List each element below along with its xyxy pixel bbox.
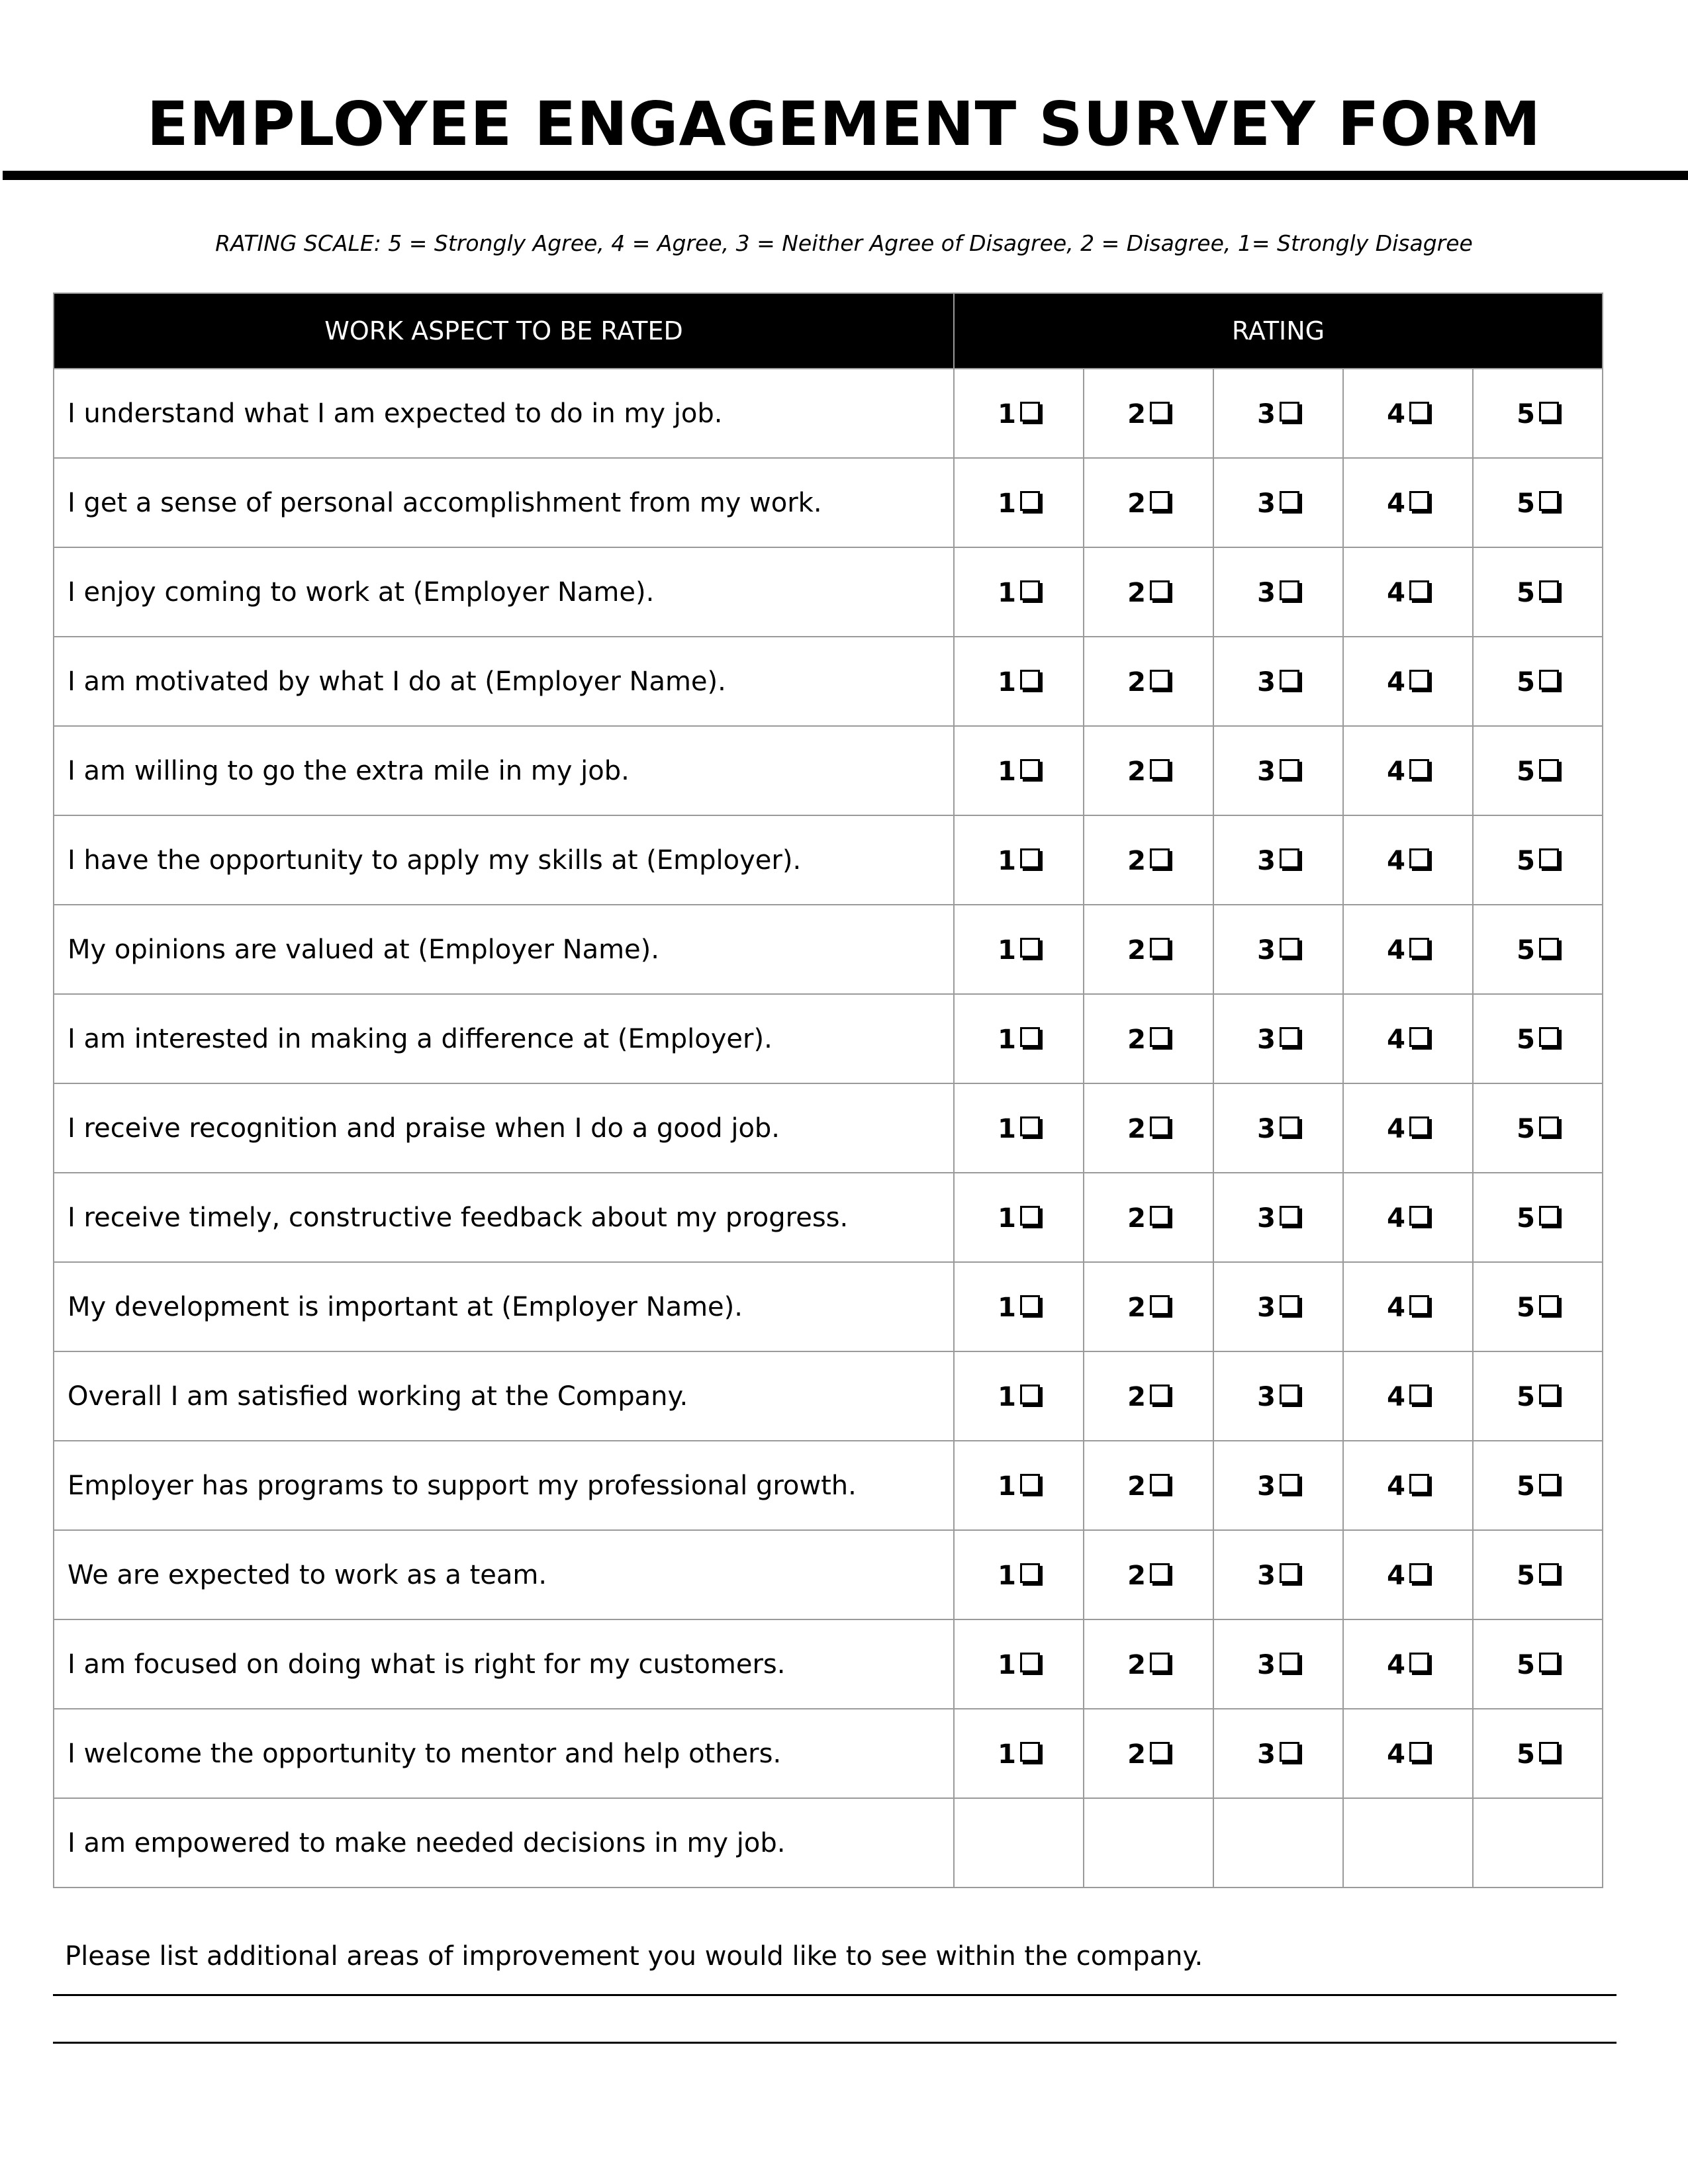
rating-value: 4 [1387, 1471, 1405, 1502]
rating-cell-4[interactable] [1343, 726, 1473, 815]
checkbox-icon[interactable] [1409, 1385, 1429, 1404]
rating-value: 5 [1517, 845, 1535, 876]
checkbox-icon[interactable] [1409, 759, 1429, 779]
rating-cell-3[interactable] [1213, 458, 1343, 547]
checkbox-icon[interactable] [1150, 402, 1170, 422]
rating-value: 1 [998, 1560, 1016, 1591]
checkbox-icon[interactable] [1280, 1563, 1299, 1583]
rating-cell-5[interactable] [1473, 815, 1603, 905]
checkbox-icon[interactable] [1539, 759, 1559, 779]
rating-value: 2 [1127, 398, 1146, 430]
rating-value: 1 [998, 1739, 1016, 1770]
rating-cell-5[interactable] [1473, 1619, 1603, 1709]
rating-value: 4 [1387, 1292, 1405, 1323]
checkbox-icon[interactable] [1020, 1653, 1040, 1672]
checkbox-icon[interactable] [1150, 580, 1170, 600]
rating-value: 1 [998, 1203, 1016, 1234]
work-aspect-text: I enjoy coming to work at (Employer Name). [54, 547, 954, 637]
checkbox-icon[interactable] [1409, 1474, 1429, 1494]
rating-cell-4 [1343, 1798, 1473, 1888]
checkbox-icon[interactable] [1280, 670, 1299, 690]
rating-cell-1[interactable] [954, 1083, 1084, 1173]
rating-cell-5[interactable] [1473, 637, 1603, 726]
checkbox-icon[interactable] [1409, 402, 1429, 422]
title-underline [3, 171, 1688, 180]
rating-value: 5 [1517, 1560, 1535, 1591]
checkbox-icon[interactable] [1409, 491, 1429, 511]
rating-value: 1 [998, 1024, 1016, 1055]
work-aspect-text: My opinions are valued at (Employer Name). [54, 905, 954, 994]
checkbox-icon[interactable] [1150, 1027, 1170, 1047]
rating-value: 4 [1387, 666, 1405, 698]
rating-value: 3 [1257, 934, 1276, 966]
checkbox-icon[interactable] [1150, 1563, 1170, 1583]
rating-cell-1[interactable] [954, 1530, 1084, 1619]
rating-cell-2[interactable] [1084, 1083, 1213, 1173]
checkbox-icon[interactable] [1280, 1206, 1299, 1226]
rating-value: 4 [1387, 1113, 1405, 1144]
table-row [54, 1798, 1603, 1888]
checkbox-icon[interactable] [1280, 580, 1299, 600]
rating-cell-2[interactable] [1084, 905, 1213, 994]
table-row [54, 1351, 1603, 1441]
rating-cell-3[interactable] [1213, 1709, 1343, 1798]
checkbox-icon[interactable] [1150, 670, 1170, 690]
rating-cell-1[interactable] [954, 369, 1084, 458]
checkbox-icon[interactable] [1409, 1116, 1429, 1136]
checkbox-icon[interactable] [1409, 1206, 1429, 1226]
table-row [54, 1083, 1603, 1173]
rating-cell-2[interactable] [1084, 1441, 1213, 1530]
rating-value: 1 [998, 845, 1016, 876]
work-aspect-text: We are expected to work as a team. [54, 1530, 954, 1619]
rating-cell-3[interactable] [1213, 1083, 1343, 1173]
checkbox-icon[interactable] [1280, 1474, 1299, 1494]
rating-value: 5 [1517, 1649, 1535, 1680]
checkbox-icon[interactable] [1020, 848, 1040, 868]
rating-cell-4[interactable] [1343, 369, 1473, 458]
rating-value: 5 [1517, 1292, 1535, 1323]
rating-cell-5[interactable] [1473, 1351, 1603, 1441]
checkbox-icon[interactable] [1539, 1653, 1559, 1672]
rating-cell-4[interactable] [1343, 905, 1473, 994]
rating-cell-1[interactable] [954, 637, 1084, 726]
checkbox-icon[interactable] [1539, 402, 1559, 422]
rating-value: 2 [1127, 934, 1146, 966]
checkbox-icon[interactable] [1539, 491, 1559, 511]
rating-value: 3 [1257, 1113, 1276, 1144]
work-aspect-text: My development is important at (Employer Name). [54, 1262, 954, 1351]
rating-value: 3 [1257, 488, 1276, 519]
rating-cell-5[interactable] [1473, 369, 1603, 458]
rating-value: 4 [1387, 1381, 1405, 1412]
work-aspect-text: I am willing to go the extra mile in my job. [54, 726, 954, 815]
checkbox-icon[interactable] [1020, 1027, 1040, 1047]
checkbox-icon[interactable] [1409, 670, 1429, 690]
rating-cell-5[interactable] [1473, 1530, 1603, 1619]
rating-cell-1 [954, 1798, 1084, 1888]
rating-value: 3 [1257, 666, 1276, 698]
rating-value: 2 [1127, 1471, 1146, 1502]
checkbox-icon[interactable] [1280, 759, 1299, 779]
rating-cell-1[interactable] [954, 905, 1084, 994]
rating-cell-5[interactable] [1473, 905, 1603, 994]
rating-cell-3[interactable] [1213, 547, 1343, 637]
checkbox-icon[interactable] [1020, 1385, 1040, 1404]
checkbox-icon[interactable] [1150, 848, 1170, 868]
rating-cell-4[interactable] [1343, 547, 1473, 637]
rating-value: 1 [998, 1649, 1016, 1680]
rating-cell-3[interactable] [1213, 994, 1343, 1083]
rating-value: 5 [1517, 756, 1535, 787]
checkbox-icon[interactable] [1020, 670, 1040, 690]
rating-value: 2 [1127, 666, 1146, 698]
rating-value: 5 [1517, 666, 1535, 698]
table-header-row [54, 293, 1603, 369]
rating-cell-1[interactable] [954, 994, 1084, 1083]
rating-cell-2[interactable] [1084, 1173, 1213, 1262]
checkbox-icon[interactable] [1539, 1742, 1559, 1762]
rating-cell-2[interactable] [1084, 637, 1213, 726]
work-aspect-text: I receive recognition and praise when I do a good job. [54, 1083, 954, 1173]
rating-cell-4[interactable] [1343, 1083, 1473, 1173]
checkbox-icon[interactable] [1150, 491, 1170, 511]
checkbox-icon[interactable] [1020, 402, 1040, 422]
checkbox-icon[interactable] [1539, 580, 1559, 600]
survey-body [54, 369, 1603, 1888]
rating-value: 3 [1257, 398, 1276, 430]
rating-value: 3 [1257, 1292, 1276, 1323]
checkbox-icon[interactable] [1020, 491, 1040, 511]
checkbox-icon[interactable] [1539, 1295, 1559, 1315]
rating-cell-4[interactable] [1343, 637, 1473, 726]
rating-cell-2[interactable] [1084, 994, 1213, 1083]
table-row [54, 1441, 1603, 1530]
checkbox-icon[interactable] [1539, 1027, 1559, 1047]
rating-cell-1[interactable] [954, 1173, 1084, 1262]
page-title: EMPLOYEE ENGAGEMENT SURVEY FORM [146, 89, 1542, 159]
rating-value: 4 [1387, 398, 1405, 430]
rating-value: 3 [1257, 1024, 1276, 1055]
rating-cell-3 [1213, 1798, 1343, 1888]
checkbox-icon[interactable] [1280, 938, 1299, 958]
rating-cell-1[interactable] [954, 726, 1084, 815]
checkbox-icon[interactable] [1020, 1474, 1040, 1494]
rating-cell-1[interactable] [954, 1619, 1084, 1709]
rating-cell-3[interactable] [1213, 637, 1343, 726]
checkbox-icon[interactable] [1280, 1385, 1299, 1404]
checkbox-icon[interactable] [1280, 848, 1299, 868]
rating-cell-5[interactable] [1473, 1083, 1603, 1173]
rating-cell-2[interactable] [1084, 815, 1213, 905]
checkbox-icon[interactable] [1539, 1116, 1559, 1136]
rating-cell-1[interactable] [954, 815, 1084, 905]
rating-value: 1 [998, 1292, 1016, 1323]
rating-value: 2 [1127, 1024, 1146, 1055]
rating-cell-2[interactable] [1084, 547, 1213, 637]
rating-value: 5 [1517, 1113, 1535, 1144]
checkbox-icon[interactable] [1409, 580, 1429, 600]
checkbox-icon[interactable] [1539, 670, 1559, 690]
rating-cell-4[interactable] [1343, 994, 1473, 1083]
checkbox-icon[interactable] [1280, 402, 1299, 422]
rating-value: 1 [998, 1381, 1016, 1412]
checkbox-icon[interactable] [1539, 1206, 1559, 1226]
checkbox-icon[interactable] [1409, 1027, 1429, 1047]
rating-cell-2 [1084, 1798, 1213, 1888]
checkbox-icon[interactable] [1020, 938, 1040, 958]
checkbox-icon[interactable] [1150, 1295, 1170, 1315]
rating-value: 1 [998, 1113, 1016, 1144]
rating-cell-5[interactable] [1473, 1441, 1603, 1530]
answer-line-2[interactable] [53, 2042, 1617, 2044]
rating-cell-4[interactable] [1343, 1173, 1473, 1262]
table-row [54, 1173, 1603, 1262]
checkbox-icon[interactable] [1280, 1653, 1299, 1672]
rating-value: 2 [1127, 1113, 1146, 1144]
rating-value: 2 [1127, 1381, 1146, 1412]
checkbox-icon[interactable] [1150, 1116, 1170, 1136]
rating-cell-1[interactable] [954, 1441, 1084, 1530]
work-aspect-text: I am focused on doing what is right for my customers. [54, 1619, 954, 1709]
work-aspect-text: I have the opportunity to apply my skills at (Employer). [54, 815, 954, 905]
rating-value: 2 [1127, 488, 1146, 519]
checkbox-icon[interactable] [1280, 491, 1299, 511]
rating-cell-4[interactable] [1343, 1262, 1473, 1351]
rating-cell-3[interactable] [1213, 1441, 1343, 1530]
rating-cell-3[interactable] [1213, 1173, 1343, 1262]
rating-scale-label: RATING SCALE [215, 230, 374, 256]
checkbox-icon[interactable] [1150, 1206, 1170, 1226]
rating-cell-4[interactable] [1343, 1709, 1473, 1798]
rating-cell-2[interactable] [1084, 369, 1213, 458]
answer-line-1[interactable] [53, 1994, 1617, 1996]
rating-value: 2 [1127, 1649, 1146, 1680]
rating-value: 3 [1257, 756, 1276, 787]
rating-value: 2 [1127, 1739, 1146, 1770]
rating-cell-2[interactable] [1084, 1351, 1213, 1441]
rating-cell-2[interactable] [1084, 1530, 1213, 1619]
checkbox-icon[interactable] [1280, 1742, 1299, 1762]
rating-value: 4 [1387, 934, 1405, 966]
table-row [54, 994, 1603, 1083]
rating-value: 4 [1387, 845, 1405, 876]
rating-value: 2 [1127, 1560, 1146, 1591]
rating-value: 1 [998, 488, 1016, 519]
table-row [54, 547, 1603, 637]
rating-cell-5[interactable] [1473, 458, 1603, 547]
rating-cell-1[interactable] [954, 458, 1084, 547]
checkbox-icon[interactable] [1409, 1563, 1429, 1583]
rating-cell-4[interactable] [1343, 458, 1473, 547]
checkbox-icon[interactable] [1539, 848, 1559, 868]
rating-value: 5 [1517, 1471, 1535, 1502]
checkbox-icon[interactable] [1280, 1027, 1299, 1047]
rating-cell-4[interactable] [1343, 1351, 1473, 1441]
checkbox-icon[interactable] [1020, 759, 1040, 779]
rating-value: 4 [1387, 1024, 1405, 1055]
table-row [54, 637, 1603, 726]
rating-value: 5 [1517, 1381, 1535, 1412]
table-row [54, 458, 1603, 547]
rating-value: 1 [998, 398, 1016, 430]
checkbox-icon[interactable] [1409, 1295, 1429, 1315]
rating-value: 4 [1387, 1203, 1405, 1234]
rating-value: 4 [1387, 577, 1405, 608]
rating-cell-4[interactable] [1343, 1441, 1473, 1530]
rating-value: 4 [1387, 756, 1405, 787]
checkbox-icon[interactable] [1150, 1474, 1170, 1494]
work-aspect-text: I receive timely, constructive feedback about my progress. [54, 1173, 954, 1262]
checkbox-icon[interactable] [1539, 1385, 1559, 1404]
improvement-prompt: Please list additional areas of improvement you would like to see within the company. [65, 1941, 1203, 1972]
work-aspect-text: I get a sense of personal accomplishment from my work. [54, 458, 954, 547]
checkbox-icon[interactable] [1020, 1563, 1040, 1583]
checkbox-icon[interactable] [1539, 938, 1559, 958]
table-row [54, 905, 1603, 994]
rating-value: 1 [998, 1471, 1016, 1502]
checkbox-icon[interactable] [1539, 1474, 1559, 1494]
rating-value: 2 [1127, 845, 1146, 876]
rating-value: 3 [1257, 1471, 1276, 1502]
checkbox-icon[interactable] [1150, 1653, 1170, 1672]
rating-value: 3 [1257, 845, 1276, 876]
rating-value: 4 [1387, 488, 1405, 519]
checkbox-icon[interactable] [1409, 1742, 1429, 1762]
rating-cell-3[interactable] [1213, 1262, 1343, 1351]
rating-value: 1 [998, 934, 1016, 966]
rating-cell-3[interactable] [1213, 905, 1343, 994]
rating-value: 5 [1517, 398, 1535, 430]
rating-value: 3 [1257, 577, 1276, 608]
work-aspect-text: Overall I am satisfied working at the Company. [54, 1351, 954, 1441]
work-aspect-text: Employer has programs to support my professional growth. [54, 1441, 954, 1530]
rating-value: 4 [1387, 1649, 1405, 1680]
rating-value: 1 [998, 577, 1016, 608]
header-work-aspect: WORK ASPECT TO BE RATED [54, 293, 954, 369]
work-aspect-text: I am empowered to make needed decisions in my job. [54, 1798, 954, 1888]
rating-cell-3[interactable] [1213, 369, 1343, 458]
rating-value: 2 [1127, 1292, 1146, 1323]
rating-value: 2 [1127, 756, 1146, 787]
rating-cell-5[interactable] [1473, 547, 1603, 637]
rating-value: 5 [1517, 577, 1535, 608]
rating-value: 5 [1517, 1739, 1535, 1770]
rating-cell-5[interactable] [1473, 1173, 1603, 1262]
rating-cell-5[interactable] [1473, 994, 1603, 1083]
rating-scale-text: : 5 = Strongly Agree, 4 = Agree, 3 = Neither Agree of Disagree, 2 = Disagree, 1= Strongly Disagree [373, 230, 1473, 256]
rating-cell-1[interactable] [954, 1709, 1084, 1798]
rating-cell-2[interactable] [1084, 1619, 1213, 1709]
checkbox-icon[interactable] [1539, 1563, 1559, 1583]
rating-value: 3 [1257, 1560, 1276, 1591]
rating-value: 2 [1127, 1203, 1146, 1234]
rating-value: 4 [1387, 1560, 1405, 1591]
rating-value: 2 [1127, 577, 1146, 608]
rating-value: 5 [1517, 1203, 1535, 1234]
rating-value: 1 [998, 666, 1016, 698]
rating-cell-5[interactable] [1473, 1709, 1603, 1798]
header-rating: RATING [954, 293, 1603, 369]
checkbox-icon[interactable] [1020, 1116, 1040, 1136]
checkbox-icon[interactable] [1150, 938, 1170, 958]
rating-cell-3[interactable] [1213, 1619, 1343, 1709]
rating-cell-1[interactable] [954, 547, 1084, 637]
rating-cell-2[interactable] [1084, 458, 1213, 547]
table-row [54, 815, 1603, 905]
rating-value: 4 [1387, 1739, 1405, 1770]
rating-value: 3 [1257, 1203, 1276, 1234]
rating-value: 5 [1517, 934, 1535, 966]
table-row [54, 1709, 1603, 1798]
rating-value: 5 [1517, 1024, 1535, 1055]
checkbox-icon[interactable] [1409, 1653, 1429, 1672]
rating-value: 1 [998, 756, 1016, 787]
rating-cell-5 [1473, 1798, 1603, 1888]
table-row [54, 369, 1603, 458]
rating-cell-3[interactable] [1213, 1530, 1343, 1619]
table-row [54, 1530, 1603, 1619]
checkbox-icon[interactable] [1020, 1206, 1040, 1226]
rating-value: 3 [1257, 1739, 1276, 1770]
checkbox-icon[interactable] [1150, 1385, 1170, 1404]
rating-cell-1[interactable] [954, 1262, 1084, 1351]
table-row [54, 1619, 1603, 1709]
checkbox-icon[interactable] [1020, 580, 1040, 600]
checkbox-icon[interactable] [1150, 759, 1170, 779]
rating-cell-2[interactable] [1084, 1262, 1213, 1351]
checkbox-icon[interactable] [1020, 1742, 1040, 1762]
table-row [54, 1262, 1603, 1351]
table-row [54, 726, 1603, 815]
rating-cell-4[interactable] [1343, 1619, 1473, 1709]
rating-value: 3 [1257, 1649, 1276, 1680]
work-aspect-text: I am motivated by what I do at (Employer Name). [54, 637, 954, 726]
work-aspect-text: I welcome the opportunity to mentor and help others. [54, 1709, 954, 1798]
rating-cell-5[interactable] [1473, 1262, 1603, 1351]
survey-table [53, 293, 1603, 1888]
checkbox-icon[interactable] [1020, 1295, 1040, 1315]
rating-cell-5[interactable] [1473, 726, 1603, 815]
checkbox-icon[interactable] [1409, 848, 1429, 868]
work-aspect-text: I understand what I am expected to do in my job. [54, 369, 954, 458]
rating-cell-3[interactable] [1213, 1351, 1343, 1441]
rating-cell-1[interactable] [954, 1351, 1084, 1441]
work-aspect-text: I am interested in making a difference at (Employer). [54, 994, 954, 1083]
rating-cell-3[interactable] [1213, 726, 1343, 815]
checkbox-icon[interactable] [1280, 1295, 1299, 1315]
rating-scale [0, 228, 1688, 259]
checkbox-icon[interactable] [1280, 1116, 1299, 1136]
rating-value: 5 [1517, 488, 1535, 519]
checkbox-icon[interactable] [1409, 938, 1429, 958]
rating-cell-2[interactable] [1084, 1709, 1213, 1798]
rating-cell-4[interactable] [1343, 1530, 1473, 1619]
rating-cell-2[interactable] [1084, 726, 1213, 815]
rating-cell-3[interactable] [1213, 815, 1343, 905]
rating-value: 3 [1257, 1381, 1276, 1412]
rating-cell-4[interactable] [1343, 815, 1473, 905]
checkbox-icon[interactable] [1150, 1742, 1170, 1762]
